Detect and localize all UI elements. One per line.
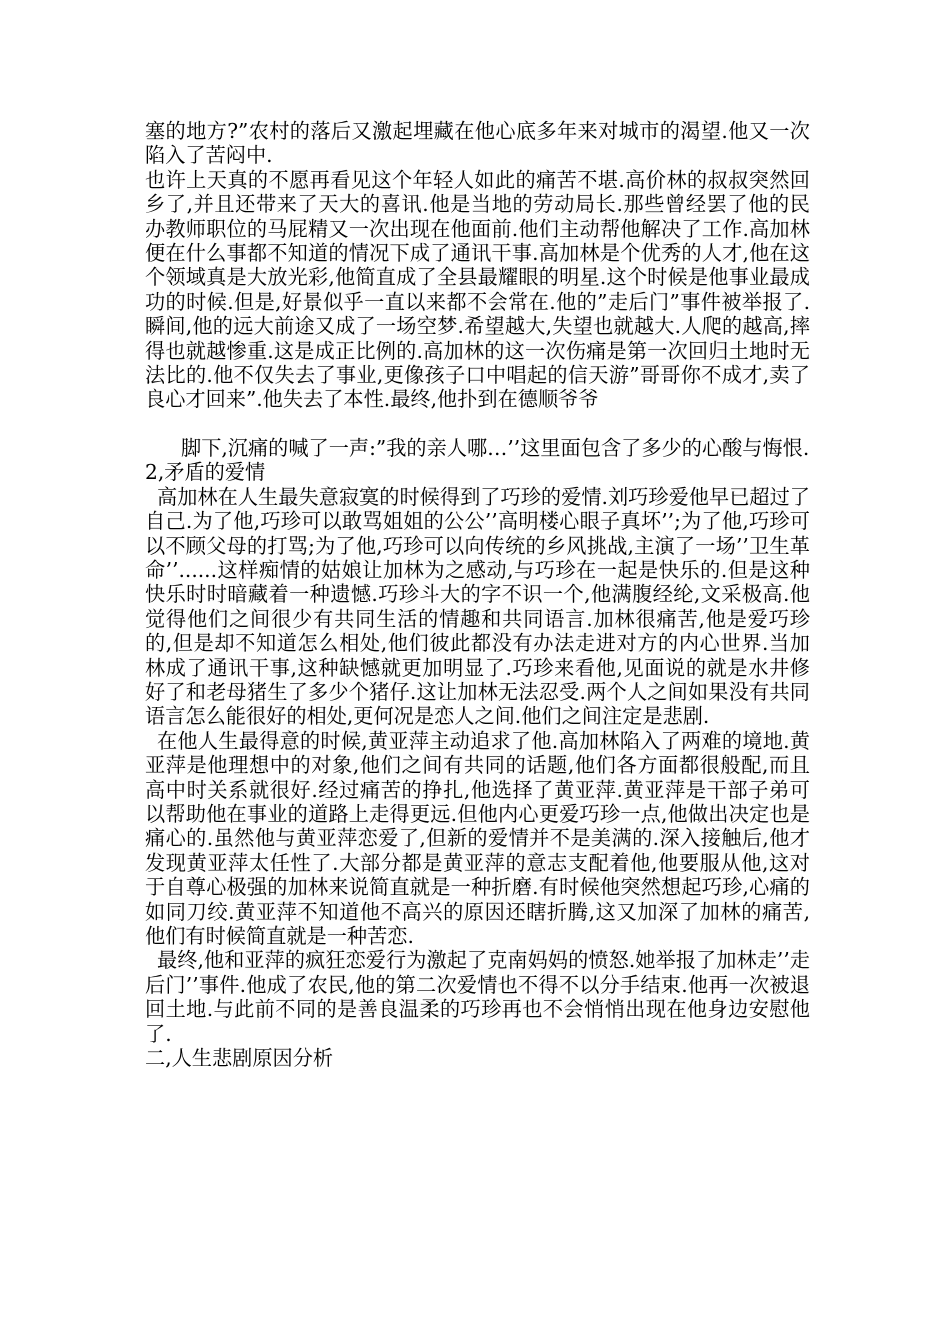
section-heading-tragedy-analysis: 二,人生悲剧原因分析 <box>145 1046 334 1071</box>
paragraph-career-rise-fall: 也许上天真的不愿再看见这个年轻人如此的痛苦不堪.高价林的叔叔突然回乡了,并且还带来了天大的喜讯.他是当地的劳动局长.那些曾经罢了他的民办教师职位的马屁精又一次出现在他面前.他们主动帮他解决了工作.高加林便在什么事都不知道的情况下成了通讯干事.高加林是个优秀的人才,他在这个领域真是大放光彩,他简直成了全县最耀眼的明星.这个时候是他事业最成功的时候.但是,好景似乎一直以来都不会常在.他的”走后门”事件被举报了.瞬间,他的远大前途又成了一场空梦.希望越大,失望也就越大.人爬的越高,摔得也就越惨重.这是成正比例的.高加林的这一次伤痛是第一次回归土地时无法比的.他不仅失去了事业,更像孩子口中唱起的信天游”哥哥你不成才,卖了良心才回来”.他失去了本性.最终,他扑到在德顺爷爷 <box>145 167 810 412</box>
paragraph-qiaozhen-love: 高加林在人生最失意寂寞的时候得到了巧珍的爱情.刘巧珍爱他早已超过了自己.为了他,巧珍可以敢骂姐姐的公公’’高明楼心眼子真坏’’;为了他,巧珍可以不顾父母的打骂;为了他,巧珍可以向传统的乡风挑战,主演了一场’’卫生革命’’......这样痴情的姑娘让加林为之感动,与巧珍在一起是快乐的.但是这种快乐时时暗藏着一种遗憾.巧珍斗大的字不识一个,他满腹经纶,文采极高.他觉得他们之间很少有共同生活的情趣和共同语言.加林很痛苦,他是爱巧珍的,但是却不知道怎么相处,他们彼此都没有办法走进对方的内心世界.当加林成了通讯干事,这种缺憾就更加明显了.巧珍来看他,见面说的就是水井修好了和老母猪生了多少个猪仔.这让加林无法忍受.两个人之间如果没有共同语言怎么能很好的相处,更何况是恋人之间.他们之间注定是悲剧. <box>145 484 810 729</box>
paragraph-huang-yaping: 在他人生最得意的时候,黄亚萍主动追求了他.高加林陷入了两难的境地.黄亚萍是他理想中的对象,他们之间有共同的话题,他们各方面都很般配,而且高中时关系就很好.经过痛苦的挣扎,他选择了黄亚萍.黄亚萍是干部子弟可以帮助他在事业的道路上走得更远.但他内心更爱巧珍一点,他做出决定也是痛心的.虽然他与黄亚萍恋爱了,但新的爱情并不是美满的.深入接触后,他才发现黄亚萍太任性了.大部分都是黄亚萍的意志支配着他,他要服从他,这对于自尊心极强的加林来说简直就是一种折磨.有时候他突然想起巧珍,心痛的如同刀绞.黄亚萍不知道他不高兴的原因还瞎折腾,这又加深了加林的痛苦,他们有时候简直就是一种苦恋. <box>145 728 810 948</box>
section-heading-contradictory-love: 2,矛盾的爱情 <box>145 460 266 485</box>
paragraph-ending: 最终,他和亚萍的疯狂恋爱行为激起了克南妈妈的愤怒.她举报了加林走’’走后门’’事件.他成了农民,他的第二次爱情也不得不以分手结束.他再一次被退回土地.与此前不同的是善良温柔的巧珍再也不会悄悄出现在他身边安慰他了. <box>145 948 810 1046</box>
paragraph-grief: 脚下,沉痛的喊了一声:”我的亲人哪…’’这里面包含了多少的心酸与悔恨. <box>181 435 810 460</box>
document-page <box>145 119 810 1070</box>
paragraph-city-longing: 塞的地方?”农村的落后又激起埋藏在他心底多年来对城市的渴望.他又一次陷入了苦闷中. <box>145 119 810 168</box>
paragraph-gap <box>145 412 810 436</box>
